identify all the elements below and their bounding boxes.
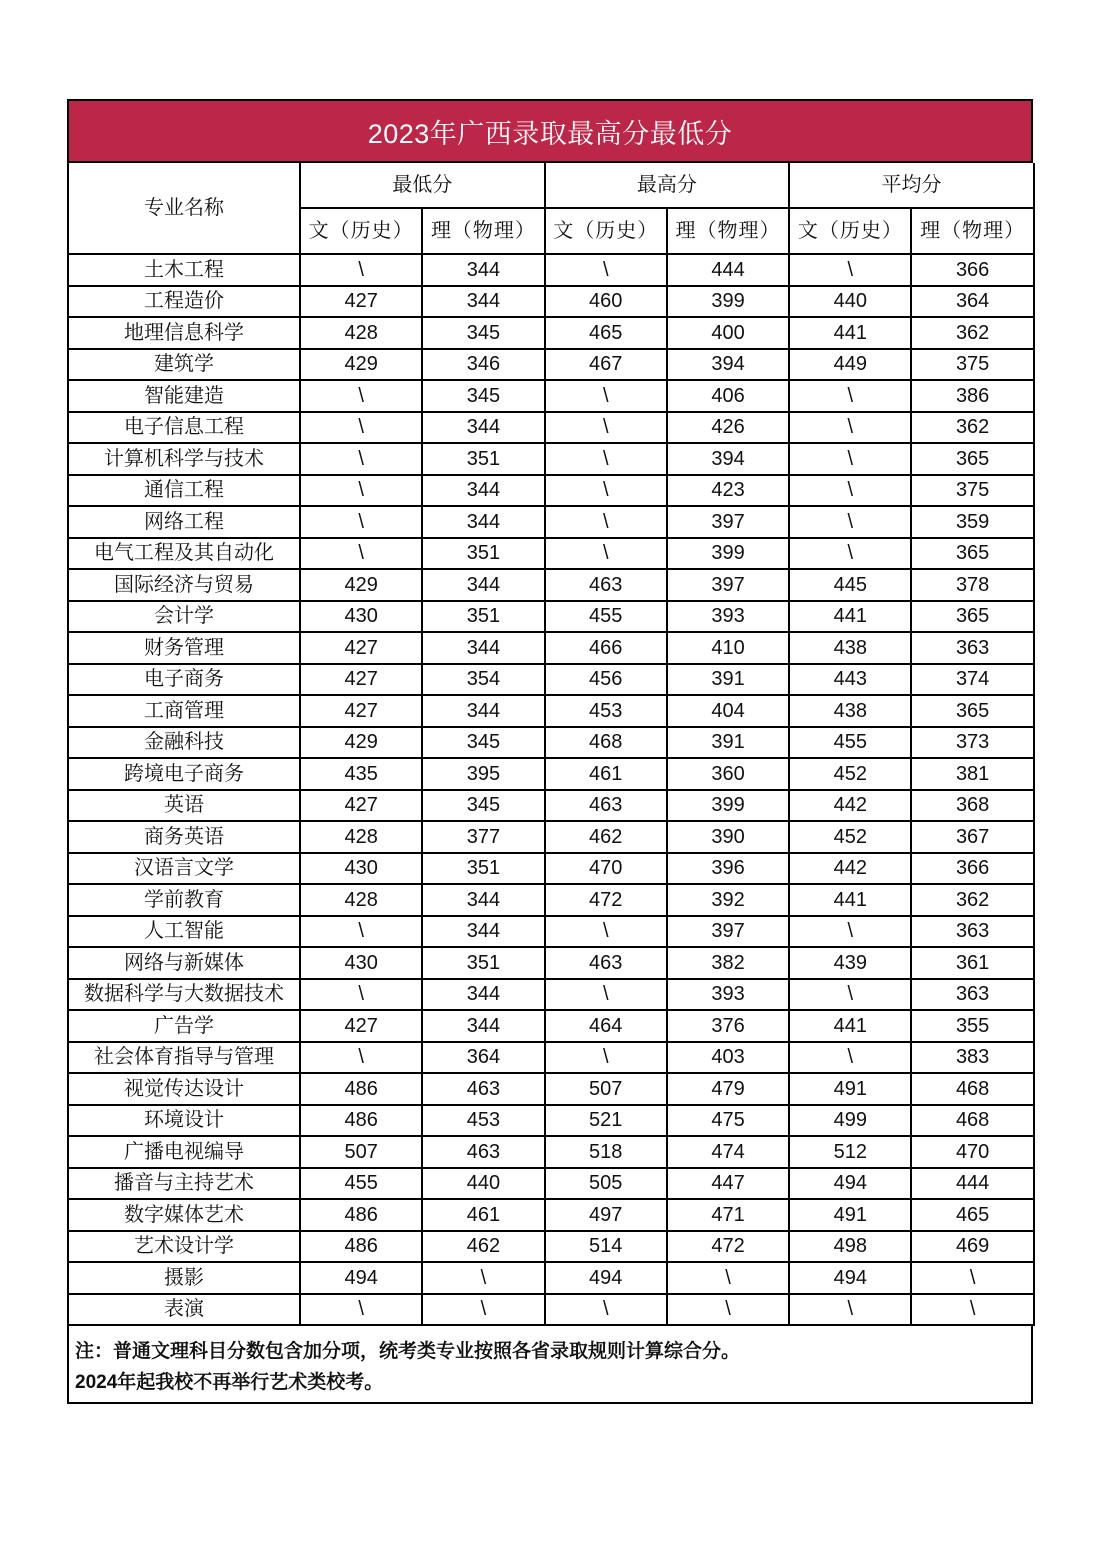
avg-history-value: 441	[789, 884, 911, 916]
table-row	[68, 286, 1034, 318]
avg-history-value: \	[789, 916, 911, 948]
max-history-value: 466	[545, 632, 667, 664]
min-history-value: 486	[300, 1073, 422, 1105]
min-history-value: \	[300, 412, 422, 444]
header-min-physics: 理（物理）	[422, 208, 544, 254]
major-name: 计算机科学与技术	[68, 443, 300, 475]
table-row	[68, 1073, 1034, 1105]
min-physics-value: 344	[422, 286, 544, 318]
avg-history-value: 441	[789, 1010, 911, 1042]
min-physics-value: 461	[422, 1199, 544, 1231]
avg-physics-value: 363	[911, 916, 1033, 948]
min-history-value: \	[300, 979, 422, 1011]
max-physics-value: 396	[667, 853, 789, 885]
table-row	[68, 727, 1034, 759]
min-physics-value: \	[422, 1294, 544, 1326]
max-history-value: \	[545, 1294, 667, 1326]
max-physics-value: 399	[667, 286, 789, 318]
min-history-value: 486	[300, 1199, 422, 1231]
avg-history-value: \	[789, 443, 911, 475]
avg-physics-value: 363	[911, 632, 1033, 664]
footnote	[67, 1326, 1033, 1404]
min-physics-value: 351	[422, 443, 544, 475]
table-row	[68, 1294, 1034, 1326]
table-row	[68, 1231, 1034, 1263]
min-history-value: 427	[300, 695, 422, 727]
min-history-value: 486	[300, 1105, 422, 1137]
table-row	[68, 443, 1034, 475]
table-row	[68, 1199, 1034, 1231]
major-name: 土木工程	[68, 254, 300, 286]
table-row	[68, 664, 1034, 696]
min-physics-value: 440	[422, 1168, 544, 1200]
table-body	[68, 254, 1034, 1325]
table-row	[68, 1010, 1034, 1042]
min-physics-value: 345	[422, 790, 544, 822]
avg-physics-value: 361	[911, 947, 1033, 979]
max-physics-value: 447	[667, 1168, 789, 1200]
avg-physics-value: 375	[911, 349, 1033, 381]
min-physics-value: 344	[422, 254, 544, 286]
avg-physics-value: 368	[911, 790, 1033, 822]
avg-physics-value: \	[911, 1262, 1033, 1294]
max-history-value: 463	[545, 790, 667, 822]
max-physics-value: 471	[667, 1199, 789, 1231]
min-history-value: \	[300, 916, 422, 948]
avg-physics-value: 367	[911, 821, 1033, 853]
table-row	[68, 317, 1034, 349]
avg-history-value: \	[789, 412, 911, 444]
max-physics-value: 399	[667, 790, 789, 822]
max-history-value: \	[545, 506, 667, 538]
max-history-value: 505	[545, 1168, 667, 1200]
min-physics-value: 395	[422, 758, 544, 790]
header-max-score: 最高分	[545, 163, 790, 208]
min-history-value: \	[300, 1042, 422, 1074]
max-physics-value: 391	[667, 664, 789, 696]
min-history-value: 455	[300, 1168, 422, 1200]
min-history-value: 427	[300, 1010, 422, 1042]
max-physics-value: 444	[667, 254, 789, 286]
max-history-value: 465	[545, 317, 667, 349]
avg-physics-value: 386	[911, 380, 1033, 412]
major-name: 视觉传达设计	[68, 1073, 300, 1105]
avg-physics-value: 365	[911, 695, 1033, 727]
min-history-value: 429	[300, 569, 422, 601]
max-history-value: 507	[545, 1073, 667, 1105]
avg-physics-value: 362	[911, 884, 1033, 916]
max-history-value: \	[545, 979, 667, 1011]
avg-physics-value: 366	[911, 254, 1033, 286]
avg-physics-value: 374	[911, 664, 1033, 696]
table-title: 2023年广西录取最高分最低分	[67, 99, 1033, 163]
avg-history-value: 512	[789, 1136, 911, 1168]
admission-score-sheet	[67, 99, 1033, 1404]
major-name: 人工智能	[68, 916, 300, 948]
table-row	[68, 254, 1034, 286]
min-physics-value: 351	[422, 947, 544, 979]
min-history-value: 428	[300, 821, 422, 853]
avg-history-value: 491	[789, 1073, 911, 1105]
avg-history-value: 494	[789, 1262, 911, 1294]
max-physics-value: 426	[667, 412, 789, 444]
major-name: 数字媒体艺术	[68, 1199, 300, 1231]
avg-physics-value: 375	[911, 475, 1033, 507]
min-physics-value: 346	[422, 349, 544, 381]
major-name: 财务管理	[68, 632, 300, 664]
major-name: 工程造价	[68, 286, 300, 318]
min-history-value: \	[300, 443, 422, 475]
major-name: 摄影	[68, 1262, 300, 1294]
min-physics-value: 344	[422, 1010, 544, 1042]
max-history-value: 518	[545, 1136, 667, 1168]
min-physics-value: 344	[422, 979, 544, 1011]
min-physics-value: 351	[422, 538, 544, 570]
max-history-value: 494	[545, 1262, 667, 1294]
avg-history-value: 438	[789, 632, 911, 664]
min-physics-value: 344	[422, 632, 544, 664]
max-history-value: \	[545, 1042, 667, 1074]
avg-physics-value: 383	[911, 1042, 1033, 1074]
header-avg-score: 平均分	[789, 163, 1034, 208]
min-history-value: 430	[300, 947, 422, 979]
max-physics-value: 390	[667, 821, 789, 853]
table-row	[68, 884, 1034, 916]
major-name: 智能建造	[68, 380, 300, 412]
header-max-physics: 理（物理）	[667, 208, 789, 254]
table-row	[68, 412, 1034, 444]
min-history-value: 430	[300, 601, 422, 633]
table-row	[68, 1042, 1034, 1074]
min-physics-value: 345	[422, 380, 544, 412]
avg-history-value: 491	[789, 1199, 911, 1231]
max-physics-value: 479	[667, 1073, 789, 1105]
max-physics-value: 475	[667, 1105, 789, 1137]
table-row	[68, 569, 1034, 601]
major-name: 艺术设计学	[68, 1231, 300, 1263]
avg-history-value: 441	[789, 317, 911, 349]
table-row	[68, 475, 1034, 507]
avg-history-value: \	[789, 254, 911, 286]
max-physics-value: 474	[667, 1136, 789, 1168]
avg-history-value: 452	[789, 758, 911, 790]
min-history-value: 428	[300, 317, 422, 349]
table-row	[68, 380, 1034, 412]
max-physics-value: 376	[667, 1010, 789, 1042]
header-group-row	[68, 163, 1034, 208]
min-history-value: 427	[300, 664, 422, 696]
max-history-value: 464	[545, 1010, 667, 1042]
major-name: 电子商务	[68, 664, 300, 696]
max-history-value: 468	[545, 727, 667, 759]
header-min-score: 最低分	[300, 163, 545, 208]
avg-physics-value: 365	[911, 601, 1033, 633]
min-physics-value: \	[422, 1262, 544, 1294]
max-physics-value: 360	[667, 758, 789, 790]
avg-physics-value: 465	[911, 1199, 1033, 1231]
max-physics-value: 410	[667, 632, 789, 664]
max-history-value: \	[545, 475, 667, 507]
table-row	[68, 506, 1034, 538]
max-physics-value: 394	[667, 349, 789, 381]
avg-physics-value: 359	[911, 506, 1033, 538]
major-name: 国际经济与贸易	[68, 569, 300, 601]
avg-history-value: 494	[789, 1168, 911, 1200]
min-physics-value: 377	[422, 821, 544, 853]
major-name: 会计学	[68, 601, 300, 633]
min-physics-value: 463	[422, 1073, 544, 1105]
min-physics-value: 345	[422, 727, 544, 759]
major-name: 建筑学	[68, 349, 300, 381]
header-avg-history: 文（历史）	[789, 208, 911, 254]
major-name: 工商管理	[68, 695, 300, 727]
max-physics-value: 399	[667, 538, 789, 570]
table-row	[68, 1136, 1034, 1168]
major-name: 表演	[68, 1294, 300, 1326]
avg-history-value: \	[789, 380, 911, 412]
max-physics-value: \	[667, 1294, 789, 1326]
avg-history-value: \	[789, 506, 911, 538]
min-history-value: 427	[300, 790, 422, 822]
max-history-value: 460	[545, 286, 667, 318]
max-history-value: 470	[545, 853, 667, 885]
max-history-value: 463	[545, 947, 667, 979]
min-history-value: 486	[300, 1231, 422, 1263]
avg-physics-value: 364	[911, 286, 1033, 318]
major-name: 汉语言文学	[68, 853, 300, 885]
max-history-value: 521	[545, 1105, 667, 1137]
max-physics-value: 392	[667, 884, 789, 916]
avg-physics-value: 362	[911, 317, 1033, 349]
min-history-value: \	[300, 254, 422, 286]
max-history-value: 455	[545, 601, 667, 633]
table-row	[68, 821, 1034, 853]
major-name: 地理信息科学	[68, 317, 300, 349]
max-physics-value: \	[667, 1262, 789, 1294]
avg-physics-value: 365	[911, 443, 1033, 475]
table-row	[68, 853, 1034, 885]
avg-physics-value: 468	[911, 1073, 1033, 1105]
max-history-value: 453	[545, 695, 667, 727]
avg-physics-value: 363	[911, 979, 1033, 1011]
avg-history-value: \	[789, 1042, 911, 1074]
major-name: 学前教育	[68, 884, 300, 916]
max-history-value: 514	[545, 1231, 667, 1263]
max-history-value: \	[545, 412, 667, 444]
table-row	[68, 916, 1034, 948]
table-row	[68, 790, 1034, 822]
avg-physics-value: 378	[911, 569, 1033, 601]
min-history-value: \	[300, 538, 422, 570]
avg-physics-value: 381	[911, 758, 1033, 790]
max-physics-value: 472	[667, 1231, 789, 1263]
header-avg-physics: 理（物理）	[911, 208, 1033, 254]
avg-physics-value: 373	[911, 727, 1033, 759]
max-physics-value: 394	[667, 443, 789, 475]
min-history-value: 428	[300, 884, 422, 916]
min-physics-value: 344	[422, 412, 544, 444]
max-physics-value: 397	[667, 506, 789, 538]
max-physics-value: 393	[667, 979, 789, 1011]
avg-history-value: \	[789, 1294, 911, 1326]
max-physics-value: 397	[667, 569, 789, 601]
max-history-value: 462	[545, 821, 667, 853]
avg-history-value: 498	[789, 1231, 911, 1263]
min-physics-value: 463	[422, 1136, 544, 1168]
avg-history-value: 440	[789, 286, 911, 318]
avg-physics-value: 470	[911, 1136, 1033, 1168]
avg-history-value: \	[789, 538, 911, 570]
min-history-value: 427	[300, 632, 422, 664]
min-physics-value: 364	[422, 1042, 544, 1074]
avg-physics-value: \	[911, 1294, 1033, 1326]
max-history-value: 497	[545, 1199, 667, 1231]
min-history-value: 427	[300, 286, 422, 318]
major-name: 广播电视编导	[68, 1136, 300, 1168]
avg-history-value: \	[789, 475, 911, 507]
avg-history-value: 452	[789, 821, 911, 853]
major-name: 电子信息工程	[68, 412, 300, 444]
table-row	[68, 695, 1034, 727]
table-row	[68, 349, 1034, 381]
max-physics-value: 382	[667, 947, 789, 979]
min-history-value: 430	[300, 853, 422, 885]
max-physics-value: 423	[667, 475, 789, 507]
min-physics-value: 354	[422, 664, 544, 696]
min-history-value: 507	[300, 1136, 422, 1168]
max-history-value: 463	[545, 569, 667, 601]
avg-history-value: 449	[789, 349, 911, 381]
min-physics-value: 344	[422, 916, 544, 948]
major-name: 播音与主持艺术	[68, 1168, 300, 1200]
min-history-value: \	[300, 380, 422, 412]
min-physics-value: 462	[422, 1231, 544, 1263]
table-row	[68, 979, 1034, 1011]
max-history-value: \	[545, 538, 667, 570]
table-row	[68, 1262, 1034, 1294]
table-row	[68, 947, 1034, 979]
max-history-value: 472	[545, 884, 667, 916]
max-history-value: 456	[545, 664, 667, 696]
max-physics-value: 404	[667, 695, 789, 727]
min-history-value: 494	[300, 1262, 422, 1294]
major-name: 数据科学与大数据技术	[68, 979, 300, 1011]
min-physics-value: 344	[422, 506, 544, 538]
table-row	[68, 1105, 1034, 1137]
max-history-value: 461	[545, 758, 667, 790]
major-name: 金融科技	[68, 727, 300, 759]
min-physics-value: 344	[422, 884, 544, 916]
table-row	[68, 632, 1034, 664]
min-history-value: \	[300, 506, 422, 538]
max-physics-value: 406	[667, 380, 789, 412]
avg-physics-value: 469	[911, 1231, 1033, 1263]
min-physics-value: 453	[422, 1105, 544, 1137]
avg-history-value: 438	[789, 695, 911, 727]
major-name: 通信工程	[68, 475, 300, 507]
avg-physics-value: 468	[911, 1105, 1033, 1137]
avg-history-value: \	[789, 979, 911, 1011]
avg-history-value: 442	[789, 853, 911, 885]
avg-physics-value: 355	[911, 1010, 1033, 1042]
major-name: 社会体育指导与管理	[68, 1042, 300, 1074]
major-name: 网络工程	[68, 506, 300, 538]
max-history-value: \	[545, 254, 667, 286]
max-physics-value: 403	[667, 1042, 789, 1074]
min-physics-value: 345	[422, 317, 544, 349]
table-row	[68, 538, 1034, 570]
header-min-history: 文（历史）	[300, 208, 422, 254]
avg-physics-value: 444	[911, 1168, 1033, 1200]
max-physics-value: 400	[667, 317, 789, 349]
avg-history-value: 445	[789, 569, 911, 601]
major-name: 跨境电子商务	[68, 758, 300, 790]
major-name: 商务英语	[68, 821, 300, 853]
max-physics-value: 397	[667, 916, 789, 948]
min-history-value: 435	[300, 758, 422, 790]
table-row	[68, 601, 1034, 633]
min-physics-value: 344	[422, 569, 544, 601]
major-name: 广告学	[68, 1010, 300, 1042]
header-major-name: 专业名称	[68, 163, 300, 254]
avg-history-value: 499	[789, 1105, 911, 1137]
min-physics-value: 351	[422, 853, 544, 885]
min-history-value: \	[300, 1294, 422, 1326]
min-history-value: 429	[300, 349, 422, 381]
table-row	[68, 1168, 1034, 1200]
max-history-value: \	[545, 916, 667, 948]
score-table	[67, 163, 1035, 1326]
table-row	[68, 758, 1034, 790]
header-max-history: 文（历史）	[545, 208, 667, 254]
major-name: 环境设计	[68, 1105, 300, 1137]
major-name: 英语	[68, 790, 300, 822]
avg-history-value: 442	[789, 790, 911, 822]
avg-history-value: 439	[789, 947, 911, 979]
avg-history-value: 443	[789, 664, 911, 696]
min-physics-value: 344	[422, 475, 544, 507]
min-physics-value: 351	[422, 601, 544, 633]
avg-physics-value: 362	[911, 412, 1033, 444]
max-physics-value: 391	[667, 727, 789, 759]
min-history-value: \	[300, 475, 422, 507]
avg-physics-value: 365	[911, 538, 1033, 570]
footnote-line-2: 2024年起我校不再举行艺术类校考。	[75, 1372, 384, 1393]
major-name: 电气工程及其自动化	[68, 538, 300, 570]
max-history-value: \	[545, 380, 667, 412]
avg-history-value: 441	[789, 601, 911, 633]
max-history-value: \	[545, 443, 667, 475]
min-physics-value: 344	[422, 695, 544, 727]
max-history-value: 467	[545, 349, 667, 381]
avg-physics-value: 366	[911, 853, 1033, 885]
major-name: 网络与新媒体	[68, 947, 300, 979]
avg-history-value: 455	[789, 727, 911, 759]
footnote-line-1: 注：普通文理科目分数包含加分项，统考类专业按照各省录取规则计算综合分。	[75, 1341, 741, 1362]
max-physics-value: 393	[667, 601, 789, 633]
min-history-value: 429	[300, 727, 422, 759]
